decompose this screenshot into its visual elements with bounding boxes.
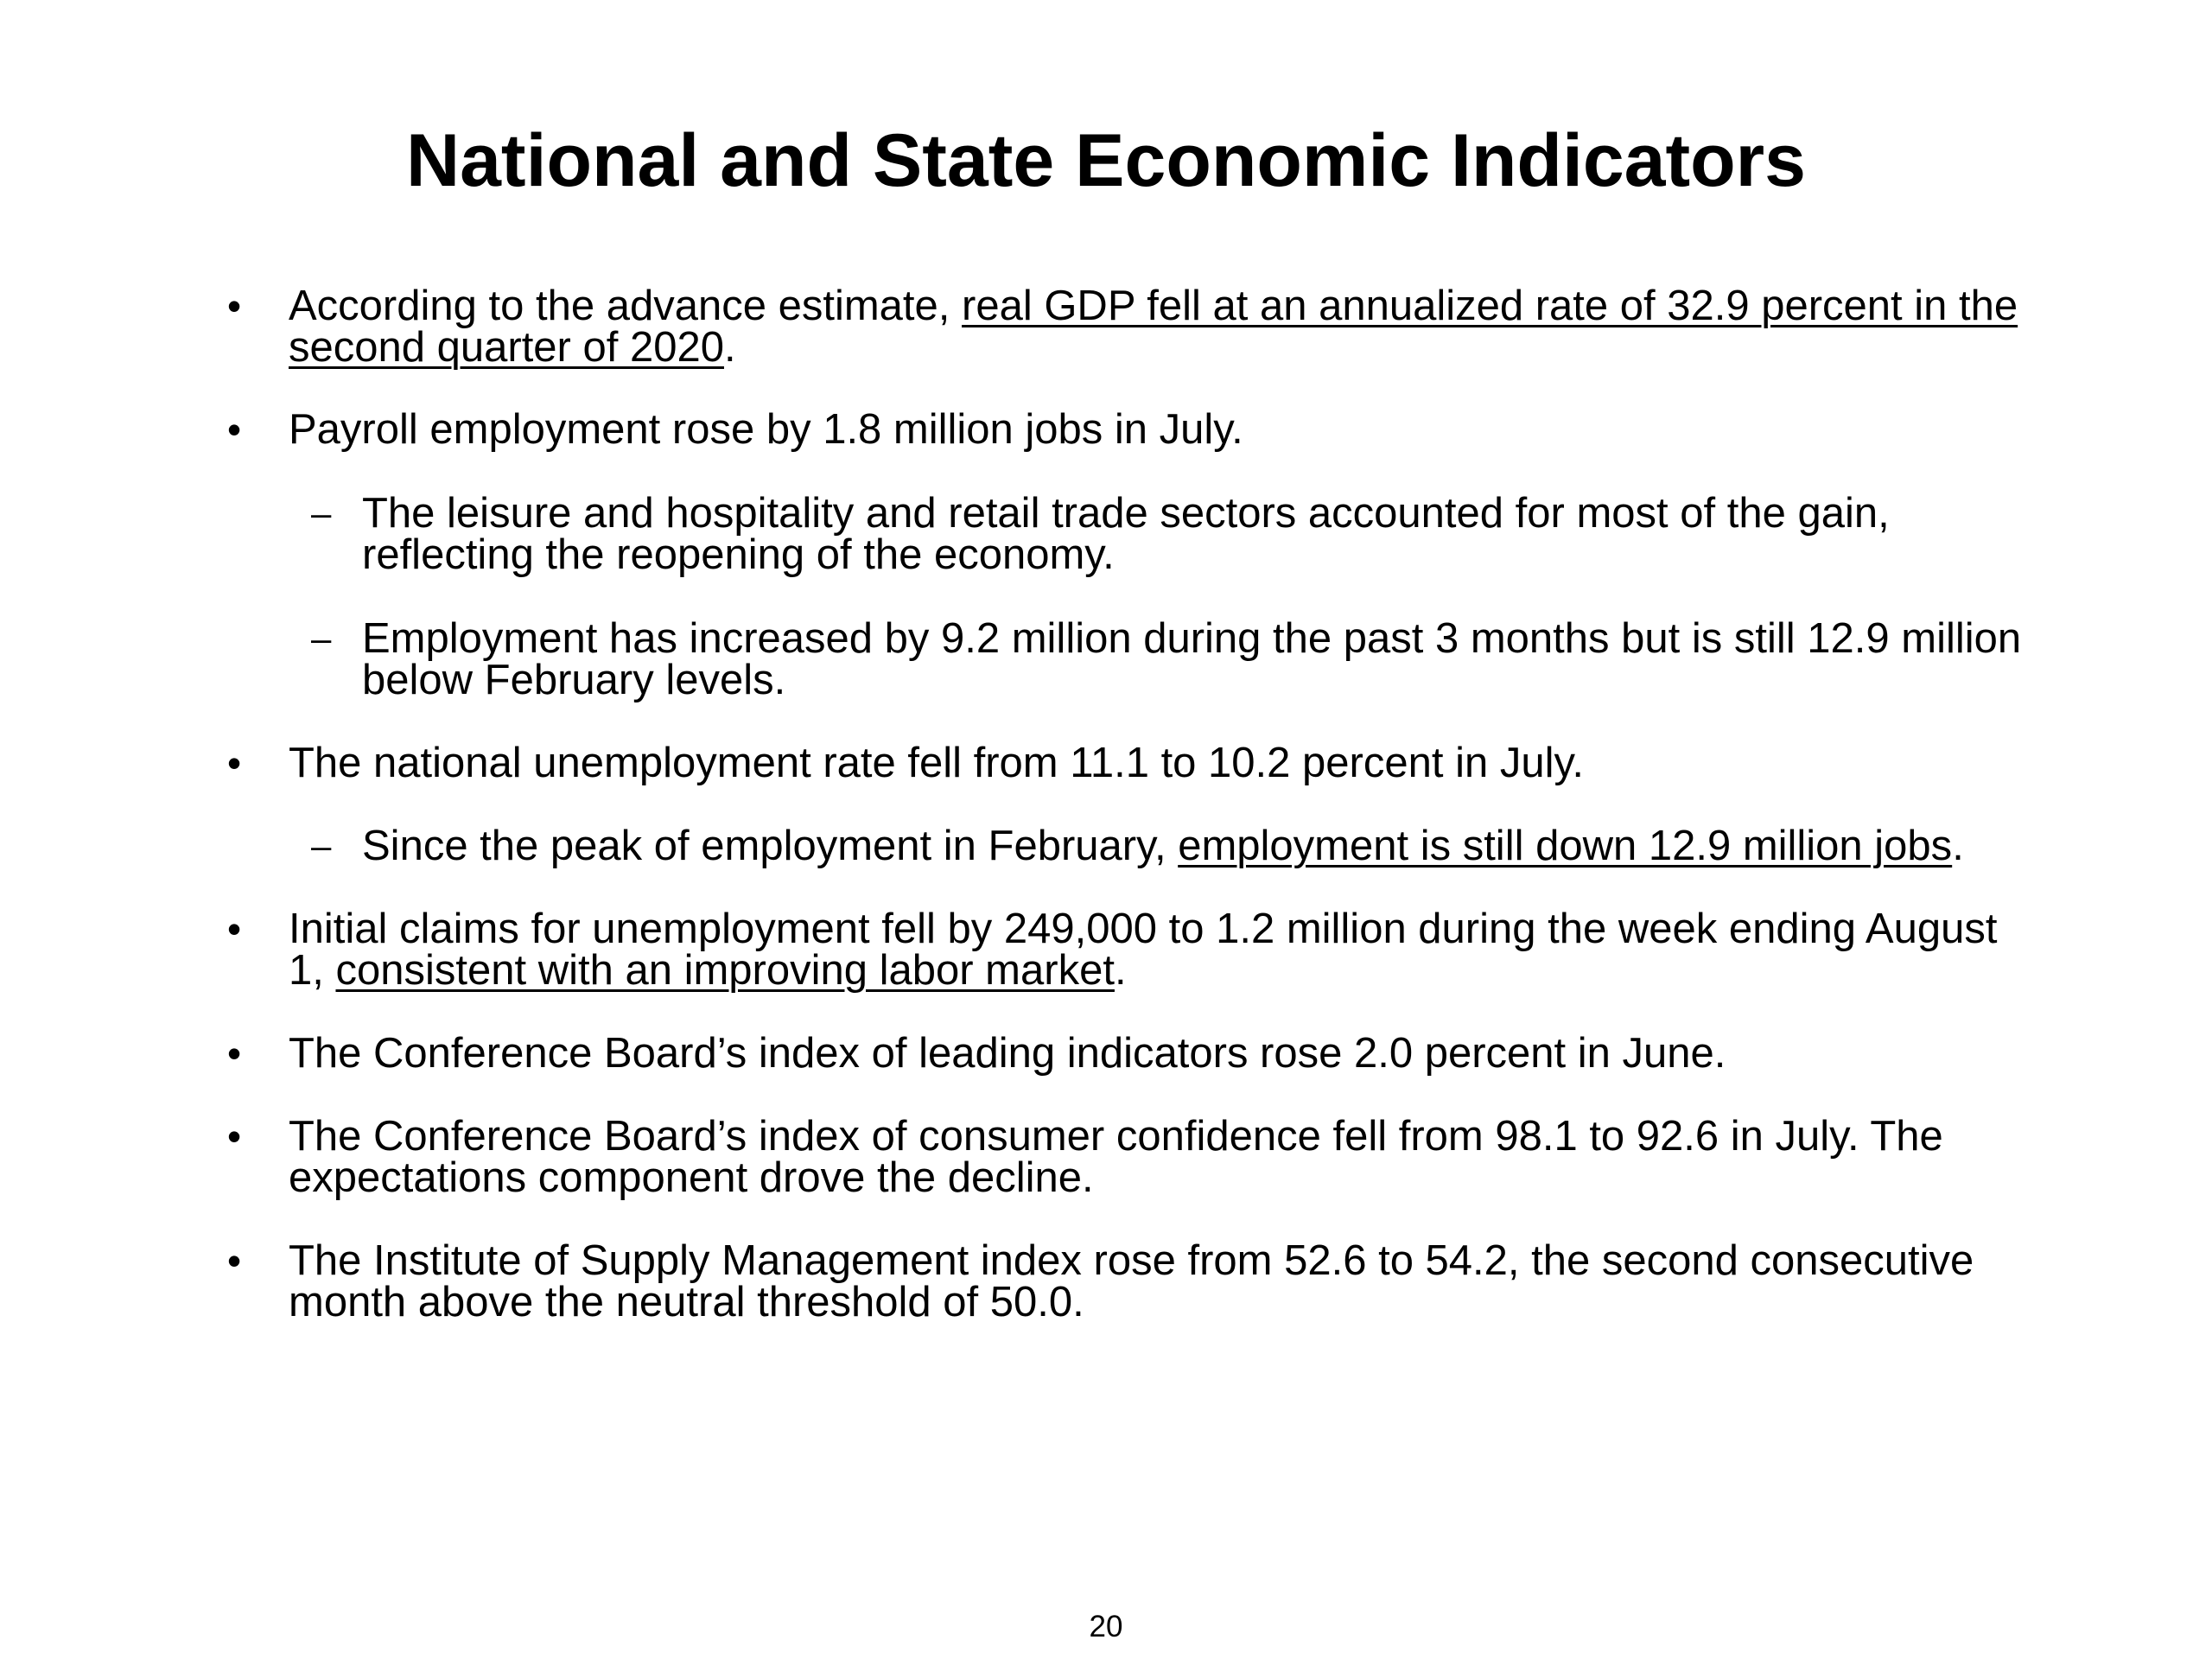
bullet-text: expectations component drove the decline. <box>289 1154 1094 1201</box>
bullet-text: . <box>1114 947 1127 994</box>
bullet-marker: • <box>227 1114 242 1159</box>
bullet-payroll <box>227 406 1243 453</box>
dash-marker: – <box>311 825 332 866</box>
bullet-text: The Institute of Supply Management index rose from 52.6 to 54.2, the second consecutive <box>289 1237 1974 1284</box>
sub-bullet-text: Employment has increased by 9.2 million during the past 3 months but is still 12.9 million <box>362 615 2022 662</box>
sub-bullet-peak <box>311 823 1964 869</box>
bullet-unemployment-rate <box>227 740 1584 786</box>
dash-marker: – <box>311 618 332 658</box>
bullet-marker: • <box>227 407 242 452</box>
bullet-text: . <box>723 324 736 371</box>
bullet-text: 1, <box>289 947 336 994</box>
bullet-leading-indicators <box>227 1030 1726 1077</box>
underlined-text: consistent with an improving labor market <box>335 947 1115 994</box>
bullet-marker: • <box>227 741 242 785</box>
underlined-text: real GDP fell at an annualized rate of 32.9 percent in the <box>962 283 2018 329</box>
sub-bullet-text: The leisure and hospitality and retail trade sectors accounted for most of the gain, <box>362 490 1890 537</box>
sub-bullet-text: Since the peak of employment in February, <box>362 823 1179 869</box>
bullet-text: Payroll employment rose by 1.8 million jobs in July. <box>289 406 1243 453</box>
sub-bullet-text: below February levels. <box>362 657 786 703</box>
bullet-line <box>289 324 2018 371</box>
sub-bullet-text: . <box>1952 823 1964 869</box>
bullet-gdp <box>227 283 2018 371</box>
underlined-text: employment is still down 12.9 million jobs <box>1178 823 1953 869</box>
underlined-text: second quarter of 2020 <box>289 324 724 371</box>
bullet-text: The national unemployment rate fell from 11.1 to 10.2 percent in July. <box>289 740 1584 786</box>
bullet-marker: • <box>227 1238 242 1283</box>
bullet-text: The Conference Board’s index of consumer confidence fell from 98.1 to 92.6 in July. The <box>289 1113 1943 1160</box>
bullet-marker: • <box>227 906 242 951</box>
sub-bullet-leisure <box>311 490 1890 578</box>
bullet-marker: • <box>227 283 242 328</box>
bullet-initial-claims <box>227 906 1998 994</box>
bullet-text: The Conference Board’s index of leading indicators rose 2.0 percent in June. <box>289 1030 1726 1077</box>
bullet-marker: • <box>227 1031 242 1076</box>
bullet-ism-index <box>227 1237 1974 1325</box>
page-title: National and State Economic Indicators <box>406 119 1806 202</box>
bullet-text: Initial claims for unemployment fell by 249,000 to 1.2 million during the week ending August <box>289 906 1998 952</box>
bullet-consumer-confidence <box>227 1113 1943 1201</box>
sub-bullet-line <box>362 825 1964 867</box>
bullet-line <box>289 947 1997 994</box>
bullet-text: According to the advance estimate, <box>289 283 962 329</box>
bullet-line <box>289 285 2018 327</box>
sub-bullet-employment <box>311 615 2022 703</box>
page-number: 20 <box>1089 1610 1123 1643</box>
dash-marker: – <box>311 493 332 533</box>
bullet-text: month above the neutral threshold of 50.0. <box>289 1279 1084 1325</box>
sub-bullet-text: reflecting the reopening of the economy. <box>362 531 1115 578</box>
